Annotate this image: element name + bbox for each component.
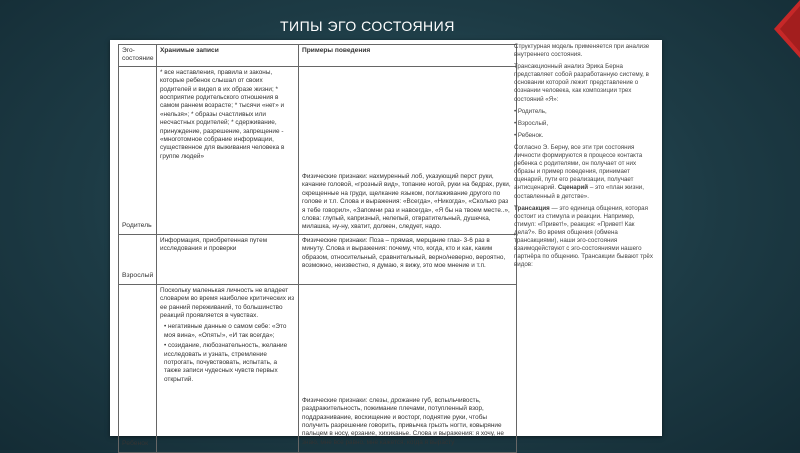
side-list-item-text: Ребенок.	[517, 131, 544, 139]
side-notes	[514, 43, 658, 273]
side-paragraph: Трансакционный анализ Эрика Берна представляет собой разработанную систему, в основании которой лежит представление о сознании человека, как композиции трех состояний «Я»:	[514, 63, 649, 103]
table-row-parent	[119, 66, 517, 234]
child-records-intro: Поскольку маленькая личность не владеет словарем во время наиболее критических из ее ранний переживаний, то большинство реакций проявляется в чувствах.	[160, 286, 295, 320]
side-text: — это единица общения, которая состоит из стимула и реакции. Например, стимул: «Привет!», реакция: «Привет! Как дела?». Во время общения (обмена трансакциями), наши эго-состояния взаимодействуют с эго-состояниями нашего партнёра по общению. Трансакции бывают трёх видов:	[514, 204, 653, 269]
row-label-adult: Взрослый	[119, 234, 157, 284]
child-records-item-text: созидание, любознательность, желание исследовать и узнать, стремление потрогать, почувствовать, испытать, а также записи чудесных чувств первых открытий.	[164, 342, 288, 383]
table-row-child	[119, 284, 517, 452]
child-records-item: • негативные данные о самом себе: «Это моя вина», «Опять!», «И так всегда»;	[164, 323, 287, 339]
side-list-item-text: Взрослый,	[517, 119, 549, 127]
cell-adult-records: Информация, приобретенная путем исследования и проверки	[157, 234, 299, 284]
side-term: Трансакция	[514, 204, 550, 212]
side-list-item: • Взрослый,	[514, 119, 549, 127]
header-records: Хранимые записи	[157, 45, 299, 67]
header-ego-state: Эго-состояние	[119, 45, 157, 67]
row-label-child: Ребенок	[119, 284, 157, 452]
row-label-parent: Родитель	[119, 66, 157, 234]
table-header-row	[119, 45, 517, 67]
cell-parent-records: * все наставления, правила и законы, которые ребенок слышал от своих родителей и видел в их образе жизни; * восприятие родительского отношения в самом раннем возрасте; * тысячи «нет» и «нельзя»; * образы счастливых или несчастных родителей; * сдерживание, принуждение, разрешение, запрещение - «многотомное собрание информации, существенное для выживания человека в группе людей»	[157, 66, 299, 234]
side-paragraph: Структурная модель применяется при анализе внутреннего состояния.	[514, 43, 650, 59]
side-text: – это «план жизни, составленный в детстве».	[514, 184, 644, 200]
side-paragraph	[514, 205, 658, 270]
child-records-item: • созидание, любознательность, желание исследовать и узнать, стремление потрогать, почувствовать, испытать, а также записи чудесных чувств первых открытий.	[164, 342, 288, 383]
side-text: Согласно Э. Берну, все эти три состояния личности формируются в процессе контакта ребенка с родителями, он получает от них образы и пример поведения, принимает сценарий, пути его реализации, получает антисценарий.	[514, 143, 643, 192]
side-list-item-text: Родитель,	[517, 107, 547, 115]
table-row-adult	[119, 234, 517, 284]
ego-states-table	[118, 44, 517, 453]
side-list-item: • Родитель,	[514, 107, 547, 115]
cell-parent-behavior: Физические признаки: нахмуренный лоб, указующий перст руки, качание головой, «грозный вид», топание ногой, руки на бедрах, руки, скрещенные на груди, щелкание языком, поглаживание другого по голове и т.п. Слова и выражения: «Всегда», «Никогда», «Сколько раз я тебе говорил», «Запомни раз и навсегда», «Я бы на твоем месте..», слова: глупый, капризный, нелепый, отвратительный, душечка, милашка, ну-ну, хватит, должен, следует, надо.	[299, 66, 517, 234]
cell-adult-behavior: Физические признаки: Поза – прямая, мерцание глаз- 3-6 раз в минуту. Слова и выражения: почему, что, когда, кто и как, каким образом, относительный, сравнительный, верно/неверно, вероятно, возможно, неизвестно, я думаю, я вижу, это мое мнение и т.п.	[299, 234, 517, 284]
child-records-item-text: негативные данные о самом себе: «Это моя вина», «Опять!», «И так всегда»;	[164, 323, 287, 339]
corner-arrow-decoration	[764, 0, 800, 58]
side-paragraph	[514, 144, 658, 201]
cell-child-records	[157, 284, 299, 452]
document-page	[110, 40, 662, 448]
side-term: Сценарий	[557, 184, 589, 192]
cell-child-behavior: Физические признаки: слезы, дрожание губ, вспыльчивость, раздражительность, пожимание плечами, потупленный взор, поддразнивание, восхищение и восторг, поднятие руки, чтобы получить разрешение говорить, привычка грызть ногти, ковыряние пальцем в носу, ерзание, хихиканье. Слова и выражения: я хочу, не знаю, мне все равно, мне кажется, когда я вырасту	[299, 284, 517, 452]
slide-title: ТИПЫ ЭГО СОСТОЯНИЯ	[280, 18, 455, 34]
side-list-item: • Ребенок.	[514, 131, 544, 139]
header-behavior: Примеры поведения	[299, 45, 517, 67]
